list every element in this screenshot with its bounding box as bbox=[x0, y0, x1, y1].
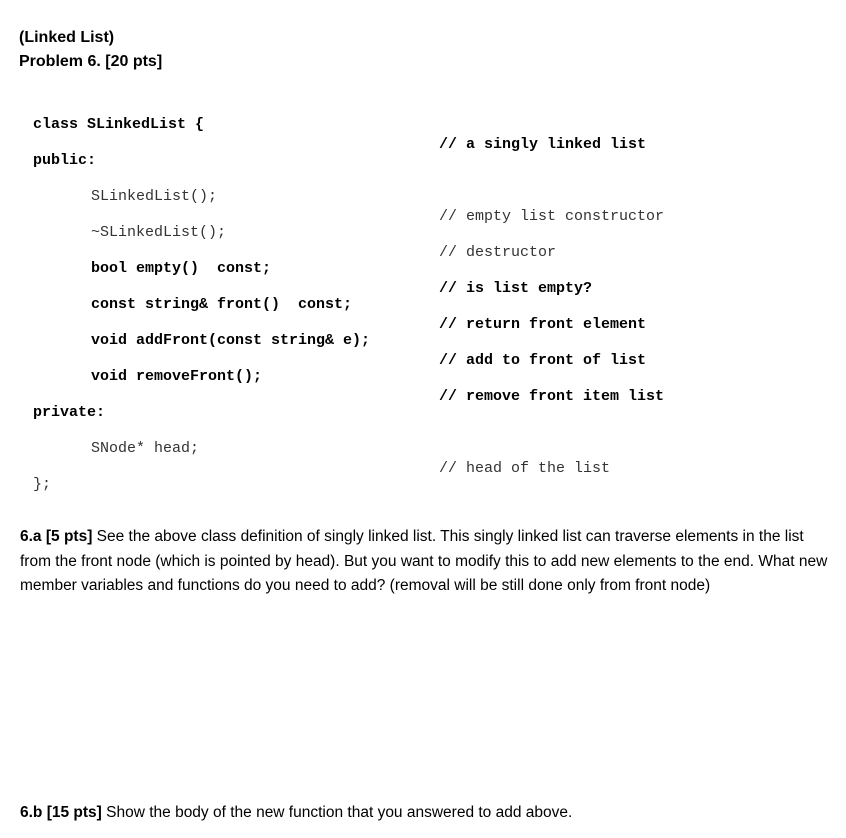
member-code: SNode* head; bbox=[91, 440, 200, 457]
member-code: const string& front() const; bbox=[91, 296, 353, 313]
member-comment: // is list empty? bbox=[439, 280, 593, 297]
code-line-public bbox=[0, 131, 97, 169]
code-line-member bbox=[0, 167, 665, 225]
member-comment: // remove front item list bbox=[439, 388, 665, 405]
question-text: Show the body of the new function that you answered to add above. bbox=[101, 804, 573, 821]
member-code: ~SLinkedList(); bbox=[91, 224, 227, 241]
member-code: void addFront(const string& e); bbox=[91, 332, 371, 349]
class-comment: // a singly linked list bbox=[439, 136, 647, 153]
code-line-member bbox=[0, 419, 611, 477]
question-6a bbox=[20, 525, 835, 599]
question-tag: 6.b [15 pts] bbox=[20, 804, 102, 821]
question-tag: 6.a [5 pts] bbox=[20, 528, 93, 545]
member-code: bool empty() const; bbox=[91, 260, 272, 277]
section-title: (Linked List) bbox=[19, 29, 115, 46]
member-code: SLinkedList(); bbox=[91, 188, 218, 205]
private-label: private: bbox=[33, 404, 106, 421]
member-comment: // return front element bbox=[439, 316, 647, 333]
code-line-closing bbox=[0, 455, 52, 493]
member-comment: // empty list constructor bbox=[439, 208, 665, 225]
member-code: void removeFront(); bbox=[91, 368, 263, 385]
member-comment: // destructor bbox=[439, 244, 557, 261]
question-text: See the above class definition of singly linked list. This singly linked list can traverse elements in the list from the front node (which is pointed by head). But you want to modify this to add new elements to the end. What new member variables and functions do you need to add? (removal will be still done only from front node) bbox=[20, 528, 828, 594]
problem-title: Problem 6. [20 pts] bbox=[19, 53, 163, 70]
public-label: public: bbox=[33, 152, 97, 169]
closing-brace: }; bbox=[33, 476, 52, 493]
code-line-private bbox=[0, 383, 106, 421]
class-declaration: class SLinkedList { bbox=[33, 116, 205, 133]
question-6b bbox=[20, 801, 835, 826]
member-comment: // add to front of list bbox=[439, 352, 647, 369]
member-comment: // head of the list bbox=[439, 460, 611, 477]
code-line-class bbox=[0, 95, 647, 153]
